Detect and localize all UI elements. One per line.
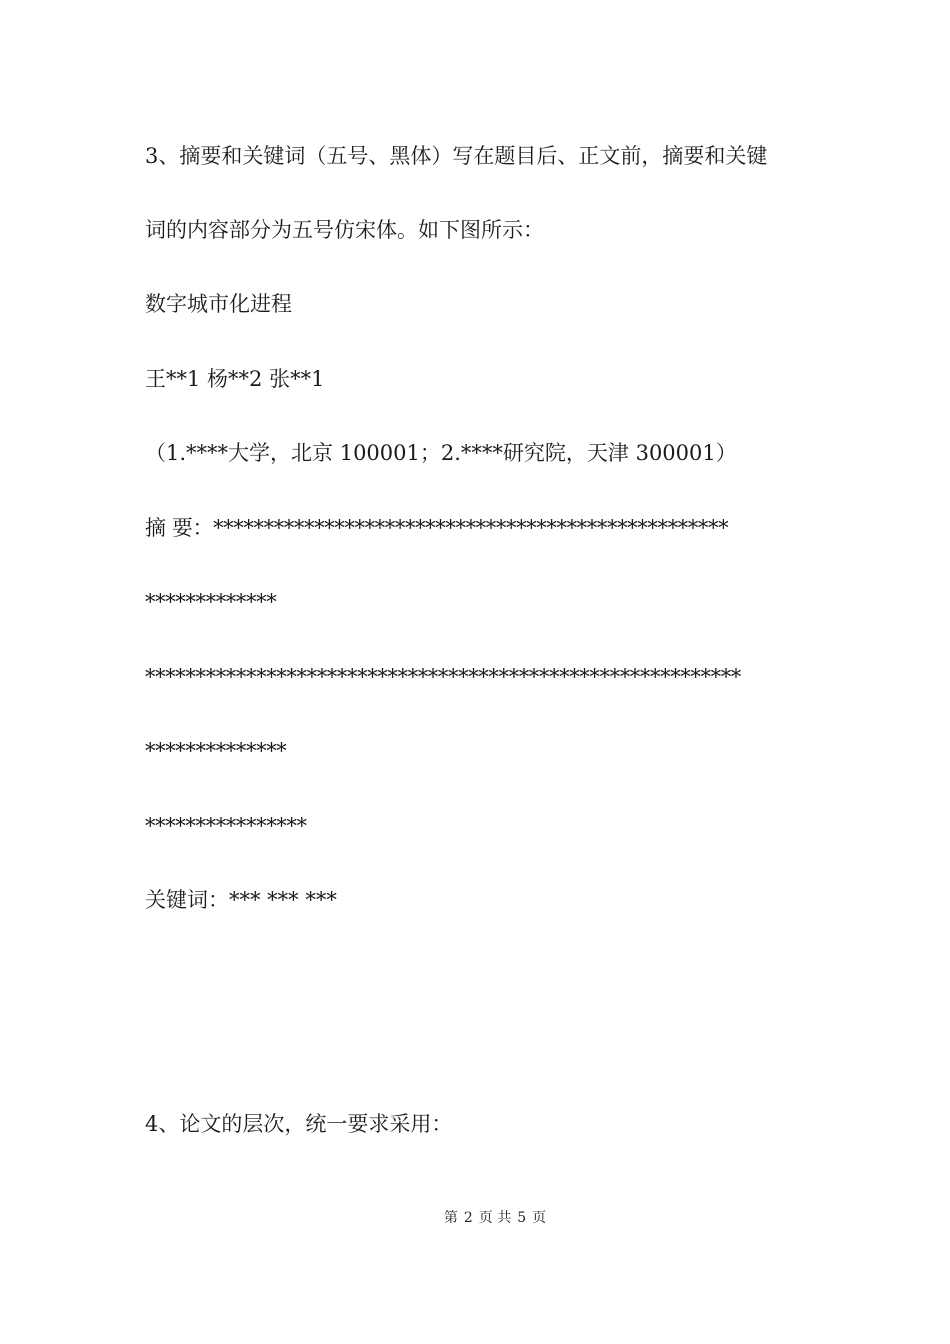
paragraph-abstract-rule-line-2: 词的内容部分为五号仿宋体。如下图所示： — [145, 218, 544, 242]
footer-page-number: 2 — [463, 1210, 473, 1226]
example-abstract-line-3: *********************************************************** — [145, 665, 741, 689]
example-abstract-line-5: **************** — [145, 814, 307, 838]
example-authors: 王**1 杨**2 张**1 — [145, 367, 325, 391]
example-affiliations: （1.****大学，北京 100001；2.****研究院，天津 300001） — [145, 441, 737, 465]
example-keywords: 关键词：*** *** *** — [145, 888, 337, 912]
footer-mid: 页 共 — [478, 1210, 512, 1226]
example-title: 数字城市化进程 — [145, 292, 292, 316]
section-4-heading: 4、论文的层次，统一要求采用： — [145, 1112, 453, 1136]
page-footer — [0, 1208, 950, 1228]
footer-total-pages: 5 — [517, 1210, 527, 1226]
example-abstract-line-2: ************* — [145, 590, 277, 614]
footer-prefix: 第 — [443, 1210, 458, 1226]
example-abstract-line-1: 摘 要：*************************************************** — [145, 516, 729, 540]
paragraph-abstract-rule-line-1: 3、摘要和关键词（五号、黑体）写在题目后、正文前，摘要和关键 — [145, 144, 768, 168]
example-abstract-line-4: ************** — [145, 739, 287, 763]
footer-suffix: 页 — [532, 1210, 547, 1226]
